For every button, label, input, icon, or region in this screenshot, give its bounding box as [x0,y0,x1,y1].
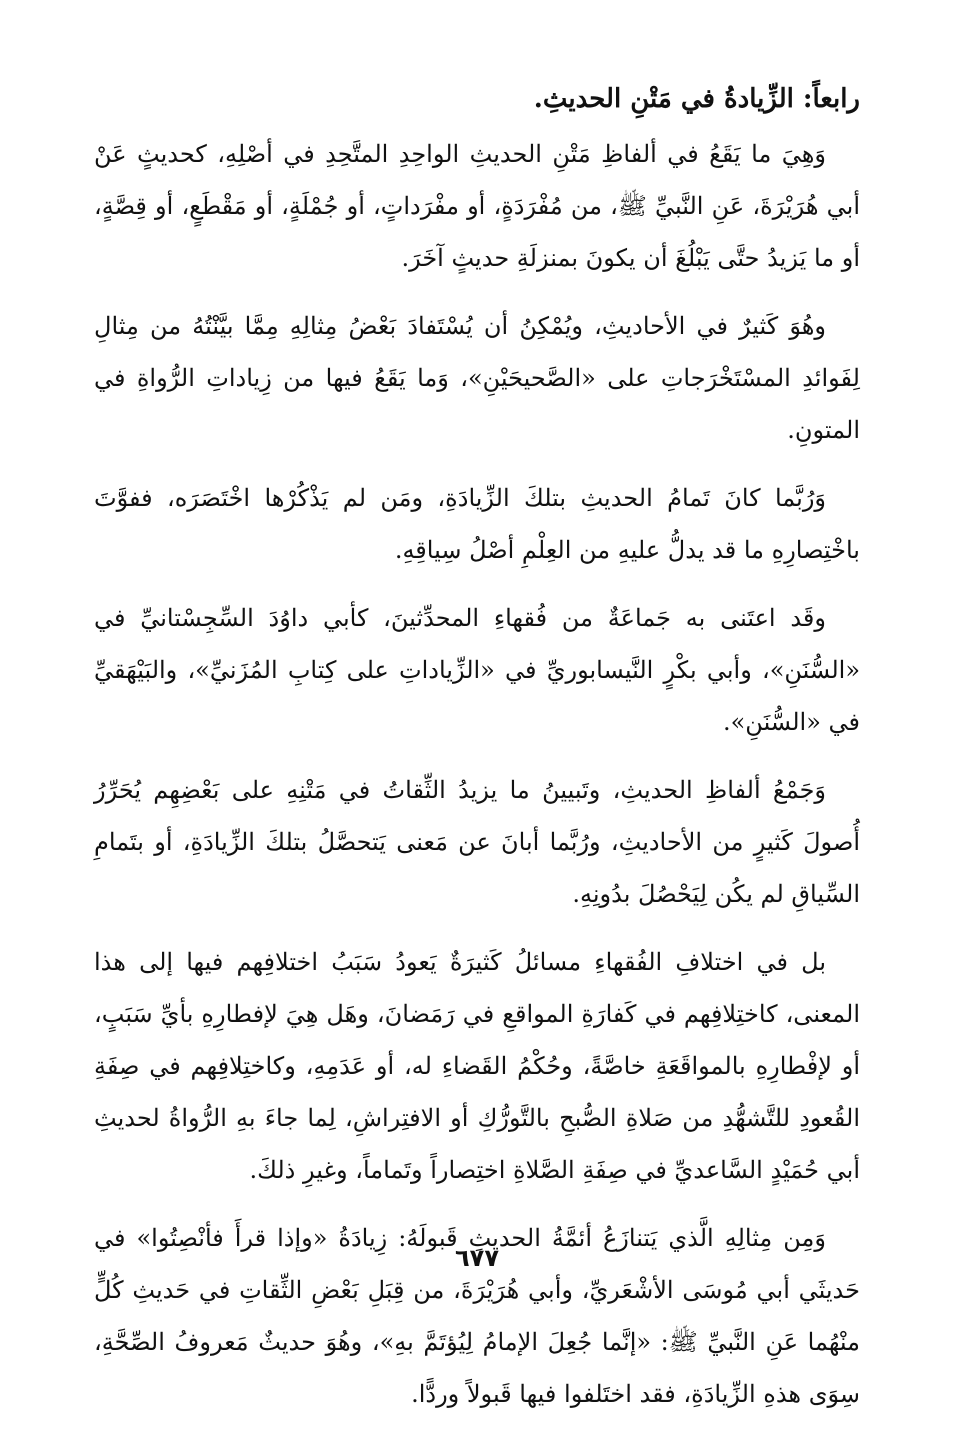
paragraph-jurists-disagreement: بل في اختلافِ الفُقهاءِ مسائلُ كَثيرَةٌ يَعودُ سَبَبُ اختلافِهم فيها إلى هذا المعنى، كاختِلافِهم في كَفارَةِ المواقعِ في رَمَضانَ، وهَل هِيَ لإفطارِهِ بأيِّ سَبَبٍ، أو لإفْطارِهِ بالمواقَعَةِ خاصَّةً، وحُكْمُ القَضاءِ له، أو عَدَمِهِ، وكاختِلافِهم في صِفَةِ القُعودِ للتَّشهُّدِ من صَلاةِ الصُّبحِ بالتَّورُّكِ أو الافتِراشِ، لِما جاءَ بهِ الرُّواةُ لحديثِ أبي حُمَيْدٍ السَّاعديِّ في صِفَةِ الصَّلاةِ اختِصاراً وتَماماً، وغيرِ ذلكَ. [94,948,861,1184]
paragraph-scholars: وقَد اعتَنى به جَماعَةٌ من فُقهاءِ المحدِّثينَ، كأبي داوُدَ السِّجِسْتانيِّ في «السُّنَنِ»، وأبي بكْرٍ النَّيسابوريِّ في «الزِّياداتِ على كِتابِ المُزَنيِّ»، والبَيْهَقيِّ في «السُّنَنِ». [94,604,860,736]
page-body [94,70,860,1436]
paragraph-definition: وَهِيَ ما يَقَعُ في ألفاظِ مَتْنِ الحديثِ الواحِدِ المتَّحِدِ في أصْلِهِ، كحديثٍ عَنْ أبي هُرَيْرَةَ، عَنِ النَّبيِّ ﷺ، من مُفْرَدَةٍ، أو مفْرَداتٍ، أو جُمْلَةٍ، أو مَقْطَعٍ، أو قِصَّةٍ، أو ما يَزيدُ حتَّى يَبْلُغَ أن يكونَ بمنزلَةِ حديثٍ آخَرَ. [94,140,860,272]
paragraph-example: وَمِن مِثالِهِ الَّذي يَتنازَعُ أئمَّةُ الحديثِ قَبولَهُ: زِيادَةُ «وإذا قرأَ فأنْصِتُوا» في حَديثَي أبي مُوسَى الأشْعَريِّ، وأبي هُرَيْرَةَ، من قِبَلِ بَعْضِ الثِّقاتِ في حَديثِ كُلٍّ منْهُما عَنِ النَّبيِّ ﷺ: «إنَّما جُعِلَ الإمامُ لِيُؤتَمَّ بهِ»، وهُوَ حديثٌ مَعروفُ الصِّحَّةِ، سِوَى هذهِ الزِّيادَةِ، فقد اختَلفوا فيها قَبولاً وردًّا. [94,1224,860,1408]
paragraph-collecting-wordings: وَجَمْعُ ألفاظِ الحديثِ، وتَبيينُ ما يزيدُ الثِّقاتُ في مَتْنِهِ على بَعْضِهِم يُحَرِّرُ أُصولَ كَثيرٍ من الأحاديثِ، ورُبَّما أبانَ عن مَعنى يَتحصَّلُ بتلكَ الزِّيادَةِ، أو بتَمامِ السِّياقِ لم يكُن لِيَحْصُلَ بدُونِهِ. [94,776,860,908]
page-number: ٦٧٧ [455,1244,499,1272]
section-heading: رابعاً: الزِّيادةُ في مَتْنِ الحديثِ. [533,84,860,114]
paragraph-frequency: وهُوَ كَثيرٌ في الأحاديثِ، ويُمْكِنُ أن يُسْتَفادَ بَعْضُ مِثالِهِ مِمَّا بيَّنْتُهُ من مِثالِ لِفَوائدِ المسْتَخْرَجاتِ على «الصَّحيحَيْنِ»، وَما يَقَعُ فيها من زِياداتِ الرُّواةِ في المتونِ. [94,312,860,444]
paragraph-completeness: وَرُبَّما كانَ تَمامُ الحديثِ بتلكَ الزِّيادَةِ، ومَن لم يَذْكُرْها اخْتَصَرَه، ففوَّتَ باخْتِصارِهِ ما قد يدلُّ عليهِ من العِلْمِ أصْلُ سِياقِهِ. [94,484,860,564]
